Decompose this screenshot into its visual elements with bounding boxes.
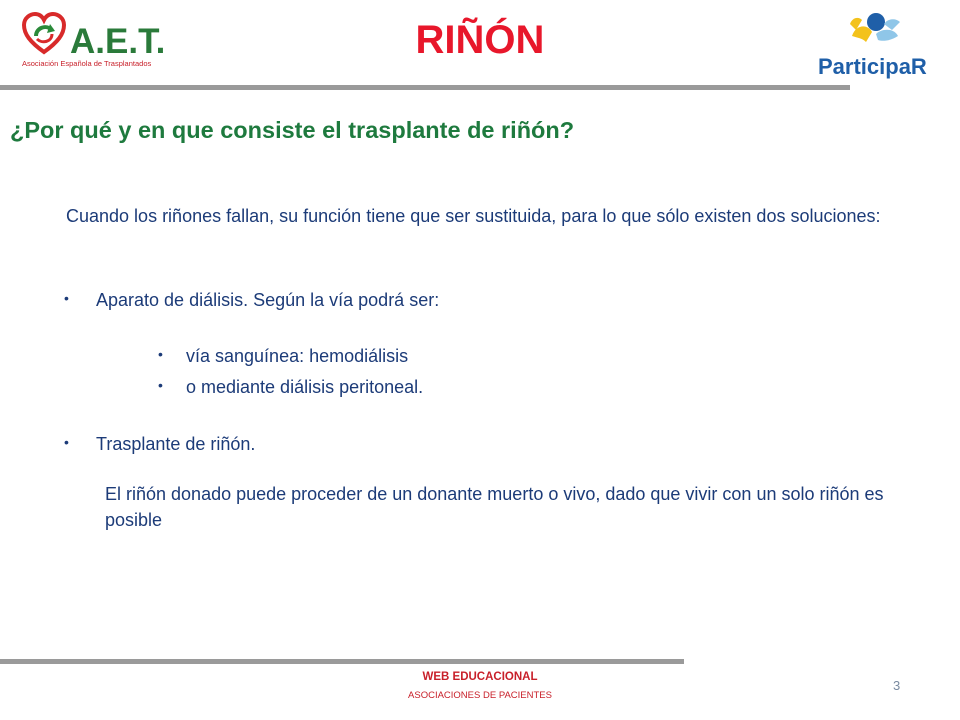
intro-paragraph: Cuando los riñones fallan, su función tiene que ser sustituida, para lo que sólo existen dos soluciones:: [66, 206, 881, 226]
footer-subtitle: ASOCIACIONES DE PACIENTES: [408, 690, 552, 701]
section-heading: ¿Por qué y en que consiste el trasplante de riñón?: [10, 117, 575, 143]
hands-logo-icon: [842, 10, 902, 50]
footer-divider: [0, 659, 684, 664]
transplant-note: El riñón donado puede proceder de un donante muerto o vivo, dado que vivir con un solo riñón es posible: [105, 484, 884, 530]
aet-logo-subtitle: Asociación Española de Trasplantados: [22, 59, 152, 68]
bullet-marker: •: [158, 377, 163, 393]
bullet-marker: •: [64, 290, 69, 306]
bullet-marker: •: [158, 346, 163, 362]
bullet-marker: •: [64, 434, 69, 450]
participar-logo: [812, 10, 942, 79]
footer-title: WEB EDUCACIONAL: [422, 671, 538, 683]
header-divider: [0, 85, 850, 90]
aet-logo-text: A.E.T.: [70, 22, 166, 61]
participar-logo-text: ParticipaR: [818, 54, 927, 79]
slide-title: RIÑÓN: [415, 18, 545, 62]
page-number: 3: [893, 678, 901, 693]
bullet-transplant: Trasplante de riñón.: [96, 434, 256, 454]
bullet-dialysis: Aparato de diálisis. Según la vía podrá ser:: [96, 290, 440, 310]
sub-bullet-peritoneal: o mediante diálisis peritoneal.: [186, 377, 424, 397]
sub-bullet-hemodialysis: vía sanguínea: hemodiálisis: [186, 346, 409, 366]
